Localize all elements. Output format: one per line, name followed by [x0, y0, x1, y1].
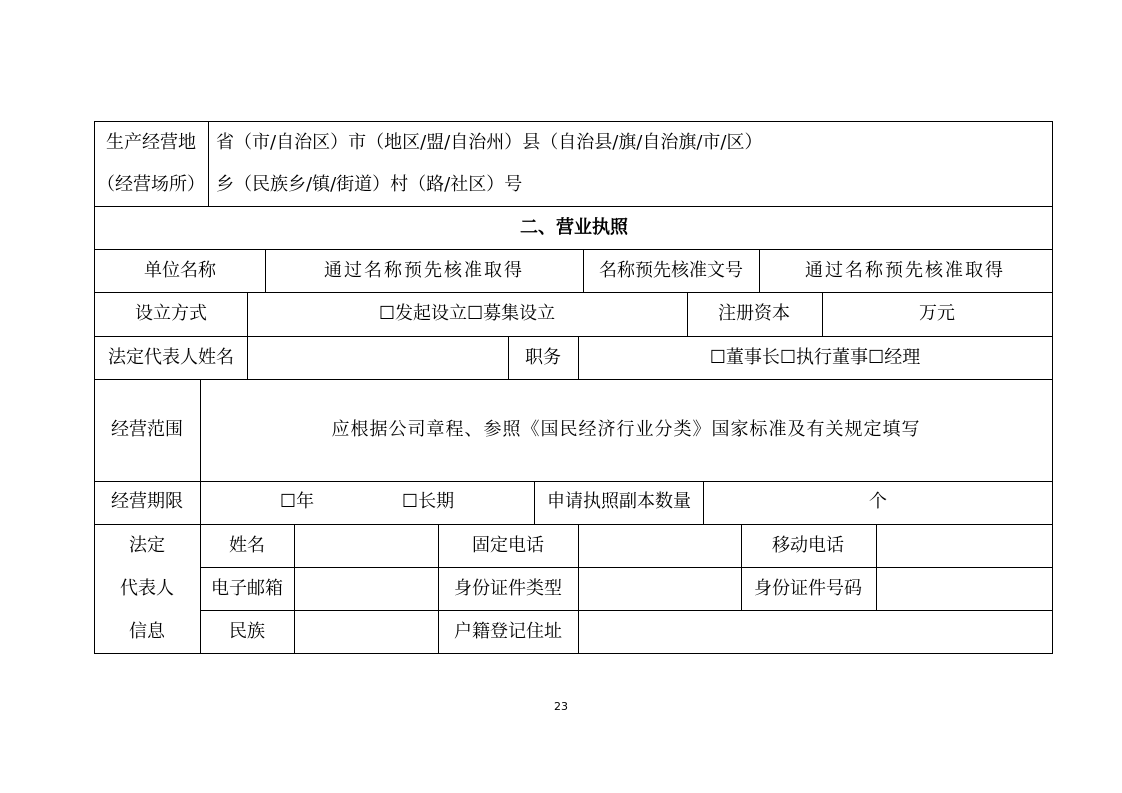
- rule: [687, 292, 688, 337]
- mobile-phone-label: 移动电话: [772, 535, 844, 556]
- rule: [759, 249, 760, 293]
- rule: [294, 524, 295, 654]
- legal-rep-label: 法定代表人姓名: [108, 347, 234, 368]
- id-number-label: 身份证件号码: [754, 578, 862, 599]
- rule: [876, 524, 877, 611]
- rule: [247, 336, 248, 380]
- rule: [822, 292, 823, 337]
- establish-options[interactable]: ☐发起设立☐募集设立: [378, 303, 556, 324]
- capital-value[interactable]: 万元: [919, 303, 955, 324]
- fixed-phone-label: 固定电话: [472, 535, 544, 556]
- rule: [94, 249, 1053, 250]
- rule: [741, 524, 742, 611]
- rule: [247, 292, 248, 337]
- term-long-option[interactable]: ☐长期: [401, 491, 455, 512]
- rule: [94, 379, 1053, 380]
- establish-label: 设立方式: [135, 303, 207, 324]
- rule: [94, 524, 1053, 525]
- address-label-line1: 生产经营地: [106, 132, 196, 153]
- rule: [200, 567, 1053, 568]
- rule: [534, 481, 535, 525]
- rule: [508, 336, 509, 380]
- rule: [94, 481, 1053, 482]
- email-label: 电子邮箱: [211, 578, 283, 599]
- scope-value: 应根据公司章程、参照《国民经济行业分类》国家标准及有关规定填写: [331, 419, 921, 440]
- position-options[interactable]: ☐董事长☐执行董事☐经理: [709, 347, 921, 368]
- address-line1: 省（市/自治区）市（地区/盟/自治州）县（自治县/旗/自治旗/市/区）: [216, 132, 763, 153]
- rule: [578, 336, 579, 380]
- approval-value: 通过名称预先核准取得: [805, 260, 1005, 281]
- approval-label: 名称预先核准文号: [599, 260, 743, 281]
- rep-info-label-line2: 代表人: [120, 578, 174, 599]
- address-label-line2: （经营场所）: [97, 174, 205, 195]
- rule-bottom: [94, 653, 1053, 654]
- scope-label: 经营范围: [111, 419, 183, 440]
- rule: [578, 524, 579, 654]
- rule: [200, 610, 1053, 611]
- ethnicity-label: 民族: [229, 621, 265, 642]
- rule: [703, 481, 704, 525]
- copies-label: 申请执照副本数量: [547, 491, 691, 512]
- page-number: 23: [554, 700, 568, 713]
- term-label: 经营期限: [111, 491, 183, 512]
- rep-info-label-line1: 法定: [129, 535, 165, 556]
- rule: [94, 336, 1053, 337]
- rule: [438, 524, 439, 654]
- unit-name-value: 通过名称预先核准取得: [324, 260, 524, 281]
- copies-unit: 个: [869, 491, 887, 512]
- id-type-label: 身份证件类型: [454, 578, 562, 599]
- rule: [583, 249, 584, 293]
- rule-left: [94, 121, 95, 654]
- rule: [200, 379, 201, 654]
- rule-right: [1052, 121, 1053, 654]
- position-label: 职务: [525, 347, 561, 368]
- section-title: 二、营业执照: [520, 217, 628, 238]
- rule: [208, 121, 209, 207]
- name-label: 姓名: [229, 535, 265, 556]
- rule: [94, 292, 1053, 293]
- rep-info-label-line3: 信息: [129, 621, 165, 642]
- rule-top: [94, 121, 1053, 122]
- rule: [94, 206, 1053, 207]
- unit-name-label: 单位名称: [144, 260, 216, 281]
- address-line2: 乡（民族乡/镇/街道）村（路/社区）号: [216, 174, 523, 195]
- capital-label: 注册资本: [718, 303, 790, 324]
- rule: [265, 249, 266, 293]
- term-years-option[interactable]: ☐年: [279, 491, 315, 512]
- household-label: 户籍登记住址: [454, 621, 562, 642]
